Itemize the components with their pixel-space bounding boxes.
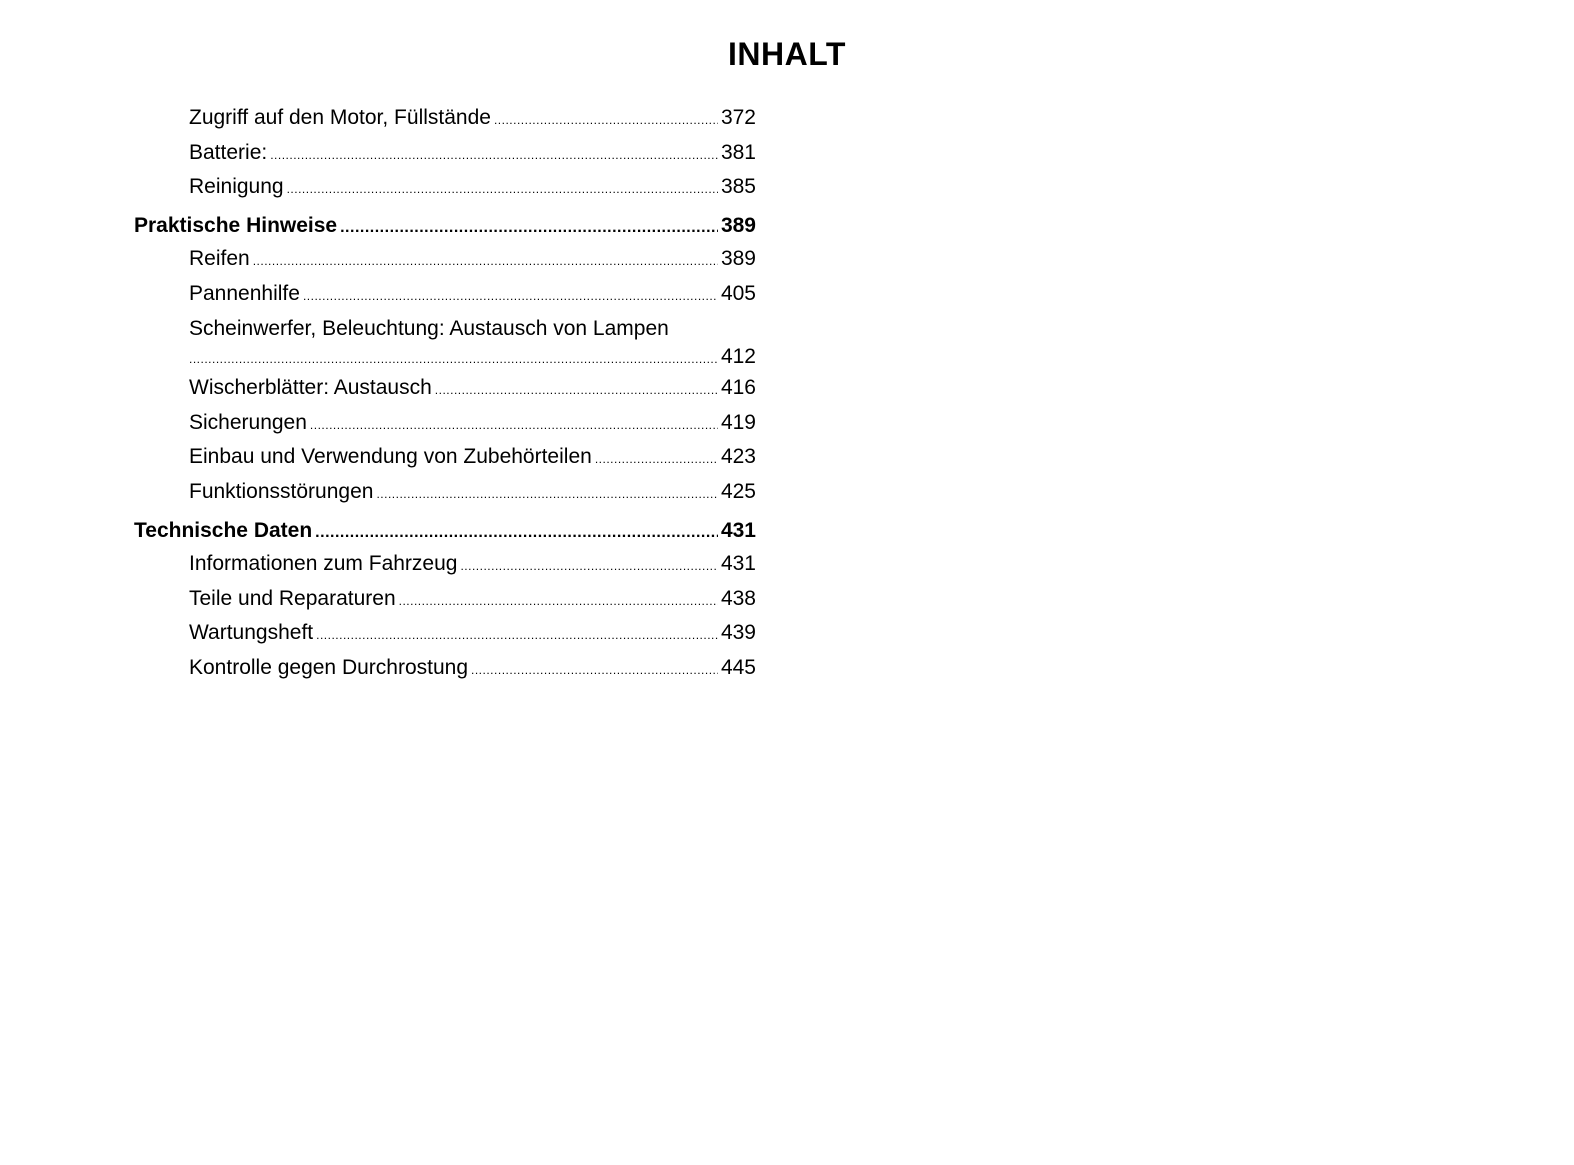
toc-entry[interactable] xyxy=(134,441,756,476)
toc-entry-label: Wischerblätter: Austausch xyxy=(189,376,432,400)
toc-entry[interactable] xyxy=(134,617,756,652)
toc-section-label: Praktische Hinweise xyxy=(134,213,338,237)
toc-entry-label: Reifen xyxy=(189,247,250,271)
toc-entry[interactable] xyxy=(134,548,756,583)
table-of-contents xyxy=(134,102,756,687)
toc-entry[interactable] xyxy=(134,313,756,373)
toc-entry[interactable] xyxy=(134,137,756,172)
dot-leader xyxy=(303,278,718,313)
toc-entry-continuation xyxy=(189,344,756,372)
toc-entry-page: 425 xyxy=(720,479,756,503)
dot-leader xyxy=(310,407,718,442)
toc-entry-page: 381 xyxy=(720,140,756,164)
toc-entry-page: 405 xyxy=(720,281,756,305)
toc-entry[interactable] xyxy=(134,372,756,407)
toc-entry-label: Teile und Reparaturen xyxy=(189,586,396,610)
toc-entry[interactable] xyxy=(134,171,756,206)
toc-entry-label: Batterie: xyxy=(189,140,268,164)
toc-entry[interactable] xyxy=(134,243,756,278)
toc-entry-label: Kontrolle gegen Durchrostung xyxy=(189,655,469,679)
toc-section[interactable] xyxy=(134,515,756,549)
toc-entry-page: 431 xyxy=(720,552,756,576)
toc-entry-page: 412 xyxy=(720,345,756,369)
toc-entry-page: 423 xyxy=(720,445,756,469)
toc-entry-label: Pannenhilfe xyxy=(189,281,300,305)
dot-leader xyxy=(471,652,718,687)
dot-leader xyxy=(340,210,718,244)
page-title: INHALT xyxy=(728,36,846,72)
toc-entry-page: 416 xyxy=(720,376,756,400)
toc-entry[interactable] xyxy=(134,278,756,313)
toc-entry-label: Zugriff auf den Motor, Füllstände xyxy=(189,106,491,129)
toc-entry-page: 385 xyxy=(720,175,756,199)
toc-entry-label: Informationen zum Fahrzeug xyxy=(189,552,458,576)
toc-entry[interactable] xyxy=(134,476,756,511)
toc-entry-label: Scheinwerfer, Beleuchtung: Austausch von Lampen xyxy=(189,316,669,340)
dot-leader xyxy=(595,441,718,476)
toc-entry-label: Funktionsstörungen xyxy=(189,479,374,503)
dot-leader xyxy=(460,548,717,583)
toc-entry-label: Sicherungen xyxy=(189,410,307,434)
toc-section-page: 431 xyxy=(720,518,756,542)
toc-entry-page: 389 xyxy=(720,247,756,271)
toc-entry-label: Reinigung xyxy=(189,175,284,199)
dot-leader xyxy=(376,476,718,511)
toc-section[interactable] xyxy=(134,210,756,244)
toc-entry-label: Einbau und Verwendung von Zubehörteilen xyxy=(189,445,592,469)
dot-leader xyxy=(315,515,718,549)
dot-leader xyxy=(435,372,718,407)
toc-section-label: Technische Daten xyxy=(134,518,313,542)
toc-entry[interactable] xyxy=(134,407,756,442)
toc-entry-page: 439 xyxy=(720,621,756,645)
dot-leader xyxy=(399,583,718,618)
toc-entry-page: 438 xyxy=(720,586,756,610)
toc-entry[interactable] xyxy=(134,652,756,687)
toc-entry-label: Wartungsheft xyxy=(189,621,314,645)
toc-section-page: 389 xyxy=(720,213,756,237)
dot-leader xyxy=(316,617,718,652)
dot-leader xyxy=(494,102,718,137)
toc-entry-page: 445 xyxy=(720,655,756,679)
dot-leader xyxy=(270,137,718,172)
toc-entry[interactable] xyxy=(134,583,756,618)
dot-leader xyxy=(189,344,719,372)
toc-entry[interactable] xyxy=(134,102,756,137)
toc-entry-page: 419 xyxy=(720,410,756,434)
dot-leader xyxy=(287,171,718,206)
toc-entry-page: 372 xyxy=(720,106,756,129)
dot-leader xyxy=(253,243,718,278)
